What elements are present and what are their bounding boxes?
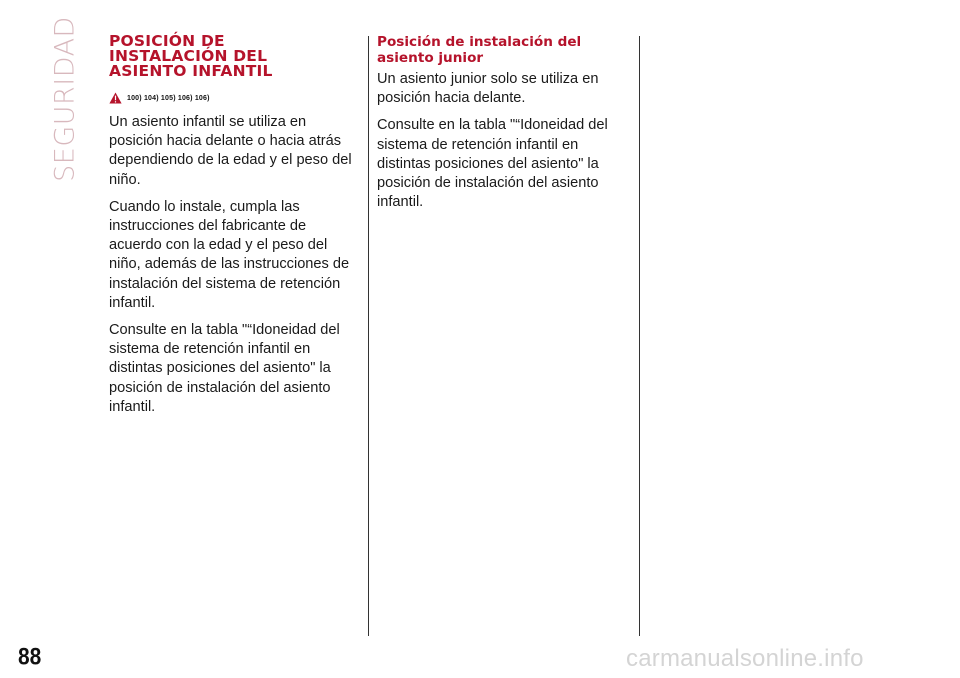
subsection-heading: Posición de instalación del asiento junior xyxy=(377,34,582,66)
left-column xyxy=(109,34,361,425)
section-label xyxy=(48,16,82,182)
paragraph-table-reference: Consulte en la tabla "“Idoneidad del sistema de retención infantil en distintas posiciones del asiento" la posición de instalación del asiento infantil. xyxy=(109,322,340,415)
paragraph-usage: Un asiento infantil se utiliza en posición hacia delante o hacia atrás dependiendo de la edad y el peso del niño. xyxy=(109,114,352,188)
warning-references: 100) 104) 105) 106) 106) xyxy=(127,94,210,102)
section-heading-line: ASIENTO INFANTIL xyxy=(109,62,273,80)
warning-triangle-icon xyxy=(109,92,122,104)
column-divider-right xyxy=(639,36,640,636)
warning-reference-row xyxy=(109,91,361,105)
section-heading-line: INSTALACIÓN DEL xyxy=(109,47,268,65)
paragraph-junior-usage: Un asiento junior solo se utiliza en posición hacia delante. xyxy=(377,71,599,107)
section-heading xyxy=(109,34,361,79)
section-label-text: SEGURIDAD xyxy=(49,16,81,182)
column-divider-left xyxy=(368,36,369,636)
paragraph-installation: Cuando lo instale, cumpla las instrucciones del fabricante de acuerdo con la edad y el peso del niño, además de las instrucciones de instalación del sistema de retención infantil. xyxy=(109,198,350,311)
right-column xyxy=(377,34,632,220)
paragraph-junior-table-reference: Consulte en la tabla "“Idoneidad del sistema de retención infantil en distintas posiciones del asiento" la posición de instalación del asiento infantil. xyxy=(377,117,608,211)
section-heading-line: POSICIÓN DE xyxy=(109,32,225,50)
watermark: carmanualsonline.info xyxy=(626,645,864,672)
page-number: 88 xyxy=(18,644,42,671)
